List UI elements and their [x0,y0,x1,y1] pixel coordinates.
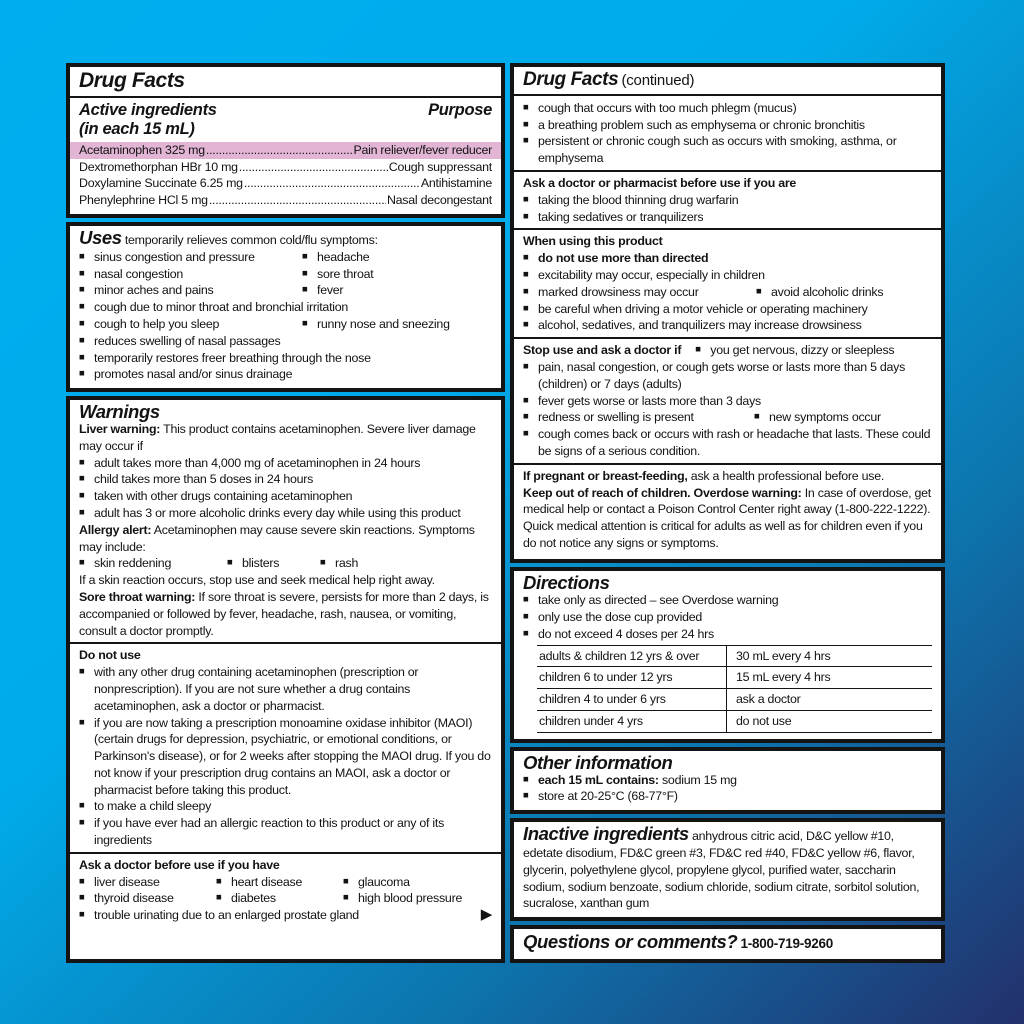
ask-doctor-row: ■ thyroid disease ■ diabetes ■ high blood pressure [79,890,492,907]
divider [70,852,501,854]
continued-item: ■ a breathing problem such as emphysema or chronic bronchitis [523,117,932,134]
when-using-item: ■ excitability may occur, especially in children [523,267,932,284]
stop-use-heading-row [523,342,932,359]
liver-item: ■ child takes more than 5 doses in 24 hours [79,471,492,488]
directions-item: ■ take only as directed – see Overdose warning [523,592,932,609]
spacer [359,907,481,924]
ask-pharmacist-item: ■ taking sedatives or tranquilizers [523,209,932,226]
uses-row: ■ cough to help you sleep ■ runny nose and sneezing [79,316,492,333]
inactive-ingredients [523,823,932,912]
questions-heading: Questions or comments? [523,931,738,953]
drug-facts-continued-title: Drug Facts (continued) [523,69,695,90]
liver-item: ■ adult has 3 or more alcoholic drinks every day while using this product [79,505,492,522]
keep-out-of-reach-note: Keep out of reach of children. Overdose warning: In case of overdose, get medical help or contact a Poison Control Center right away (1-800-222-1222). Quick medical attention is critical for adults as well as for children even if you do not notice any signs or symptoms. [523,485,931,550]
directions-item: ■ only use the dose cup provided [523,609,932,626]
uses-item: ■ temporarily restores freer breathing through the nose [79,350,492,367]
uses-intro: temporarily relieves common cold/flu symptoms: [124,232,378,247]
other-information-box [510,747,945,814]
uses-item: ■ promotes nasal and/or sinus drainage [79,366,492,383]
warnings-heading: Warnings [79,401,160,423]
stop-use-item: ■ you get nervous, dizzy or sleepless [695,342,894,359]
divider [514,463,941,465]
when-using-item: ■ do not use more than directed [523,250,932,267]
continued-box [510,63,945,563]
symptoms-row: ■ skin reddening ■ blisters ■ rash [79,555,492,572]
ingredient-row-dextromethorphan: Dextromethorphan HBr 10 mg ..... Cough suppressant [79,159,492,176]
when-using-heading: When using this product [523,234,663,249]
directions-heading: Directions [523,572,610,594]
ask-doctor-heading: Ask a doctor before use if you have [79,857,280,872]
divider [514,170,941,172]
when-using-item: ■ be careful when driving a motor vehicle or operating machinery [523,301,932,318]
sore-throat-warning: Sore throat warning: If sore throat is severe, persists for more than 2 days, is accompanied or followed by fever, headache, rash, nausea, or vomiting, consult a doctor promptly. [79,589,489,638]
dosage-row: children under 4 yrs do not use [537,711,932,733]
directions-item: ■ do not exceed 4 doses per 24 hrs [523,626,932,643]
leader-dots [239,159,388,176]
dosage-row: children 4 to under 6 yrs ask a doctor [537,689,932,711]
continued-arrow-icon: ▶ [480,906,492,924]
leader-dots [244,175,420,192]
do-not-use-item: ■ with any other drug containing acetaminophen (prescription or nonprescription). If you are not sure whether a drug contains acetaminophen, ask a doctor or pharmacist. [79,664,492,714]
do-not-use-heading: Do not use [79,648,141,663]
directions-box [510,567,945,742]
active-ingredients-box [66,63,505,218]
ingredient-row-phenylephrine: Phenylephrine HCl 5 mg ..... Nasal decongestant [79,192,492,209]
inactive-ingredients-list: anhydrous citric acid, D&C yellow #10, edetate disodium, FD&C green #3, FD&C red #40, FD&C yellow #6, flavor, glycerin, polyethylene glycol, propylene glycol, purified water, saccharin sodium, sodium benzoate, sodium chloride, sodium citrate, sorbitol solution, sucralose, xanthan gum [523,829,920,911]
uses-box [66,222,505,392]
ingredient-row-acetaminophen: Acetaminophen 325 mg ..... Pain reliever/fever reducer [70,142,501,159]
divider [514,94,941,96]
leader-dots [209,192,386,209]
stop-use-item: ■ pain, nasal congestion, or cough gets worse or lasts more than 5 days (children) or 7 days (adults) [523,359,932,393]
warnings-box [66,396,505,963]
liver-item: ■ taken with other drugs containing acetaminophen [79,488,492,505]
active-ingredients-header [79,101,492,120]
uses-row: ■ minor aches and pains ■ fever [79,282,492,299]
dosage-table [537,645,932,733]
continued-item: ■ persistent or chronic cough such as occurs with smoking, asthma, or emphysema [523,133,932,167]
dosage-row: children 6 to under 12 yrs 15 mL every 4 hrs [537,667,932,689]
divider [514,337,941,339]
do-not-use-item: ■ if you are now taking a prescription monoamine oxidase inhibitor (MAOI) (certain drugs for depression, psychiatric, or emotional conditions, or Parkinson's disease), or for 2 weeks after stopping the MAOI drug. If you do not know if your prescription drug contains an MAOI, ask a doctor or pharmacist before taking this product. [79,715,492,799]
when-using-item: ■ alcohol, sedatives, and tranquilizers may increase drowsiness [523,317,932,334]
dosage-row: adults & children 12 yrs & over 30 mL every 4 hrs [537,646,932,668]
drug-facts-title: Drug Facts [79,69,185,92]
continued-item: ■ cough that occurs with too much phlegm (mucus) [523,100,932,117]
liver-warning: Liver warning: This product contains acetaminophen. Severe liver damage may occur if [79,421,476,453]
questions-box [510,925,945,963]
questions-phone: 1-800-719-9260 [740,936,834,952]
pregnant-note: If pregnant or breast-feeding, ask a health professional before use. [523,468,885,483]
stop-use-item: ■ fever gets worse or lasts more than 3 days [523,393,932,410]
questions-line [523,933,932,954]
ask-pharmacist-item: ■ taking the blood thinning drug warfarin [523,192,932,209]
stop-use-item: ■ cough comes back or occurs with rash or headache that lasts. These could be signs of a serious condition. [523,426,932,460]
skin-reaction-note: If a skin reaction occurs, stop use and seek medical help right away. [79,573,435,588]
when-using-row: ■ marked drowsiness may occur ■ avoid alcoholic drinks [523,284,932,301]
leader-dots [206,142,353,159]
liver-item: ■ adult takes more than 4,000 mg of acetaminophen in 24 hours [79,455,492,472]
uses-item: ■ cough due to minor throat and bronchial irritation [79,299,492,316]
uses-item: ■ reduces swelling of nasal passages [79,333,492,350]
divider [70,642,501,644]
inactive-ingredients-box [510,818,945,921]
other-information-item: ■ each 15 mL contains: sodium 15 mg [523,772,932,789]
inactive-ingredients-heading: Inactive ingredients [523,823,689,845]
allergy-alert: Allergy alert: Acetaminophen may cause severe skin reactions. Symptoms may include: [79,522,475,554]
left-column [66,63,505,963]
divider [514,228,941,230]
purpose-heading: Purpose [428,100,492,119]
active-ingredients-subheading: (in each 15 mL) [79,119,195,138]
uses-row: ■ nasal congestion ■ sore throat [79,266,492,283]
do-not-use-item: ■ if you have ever had an allergic reaction to this product or any of its ingredients [79,815,492,849]
other-information-heading: Other information [523,751,673,773]
uses-heading-line [79,226,492,249]
ask-doctor-row: ■ liver disease ■ heart disease ■ glaucoma [79,874,492,891]
uses-heading: Uses [79,226,122,248]
ask-doctor-row: ■ trouble urinating due to an enlarged prostate gland ▶ [79,907,492,924]
drug-facts-label [66,63,945,963]
right-column [510,63,945,963]
do-not-use-item: ■ to make a child sleepy [79,798,492,815]
other-information-item: ■ store at 20-25°C (68-77°F) [523,788,932,805]
ask-pharmacist-heading: Ask a doctor or pharmacist before use if you are [523,175,797,190]
divider [70,96,501,98]
ingredient-row-doxylamine: Doxylamine Succinate 6.25 mg ..... Antihistamine [79,175,492,192]
stop-use-heading: Stop use and ask a doctor if [523,343,682,358]
active-ingredients-heading: Active ingredients [79,100,217,119]
uses-row: ■ sinus congestion and pressure ■ headache [79,249,492,266]
stop-use-row: ■ redness or swelling is present ■ new symptoms occur [523,409,932,426]
